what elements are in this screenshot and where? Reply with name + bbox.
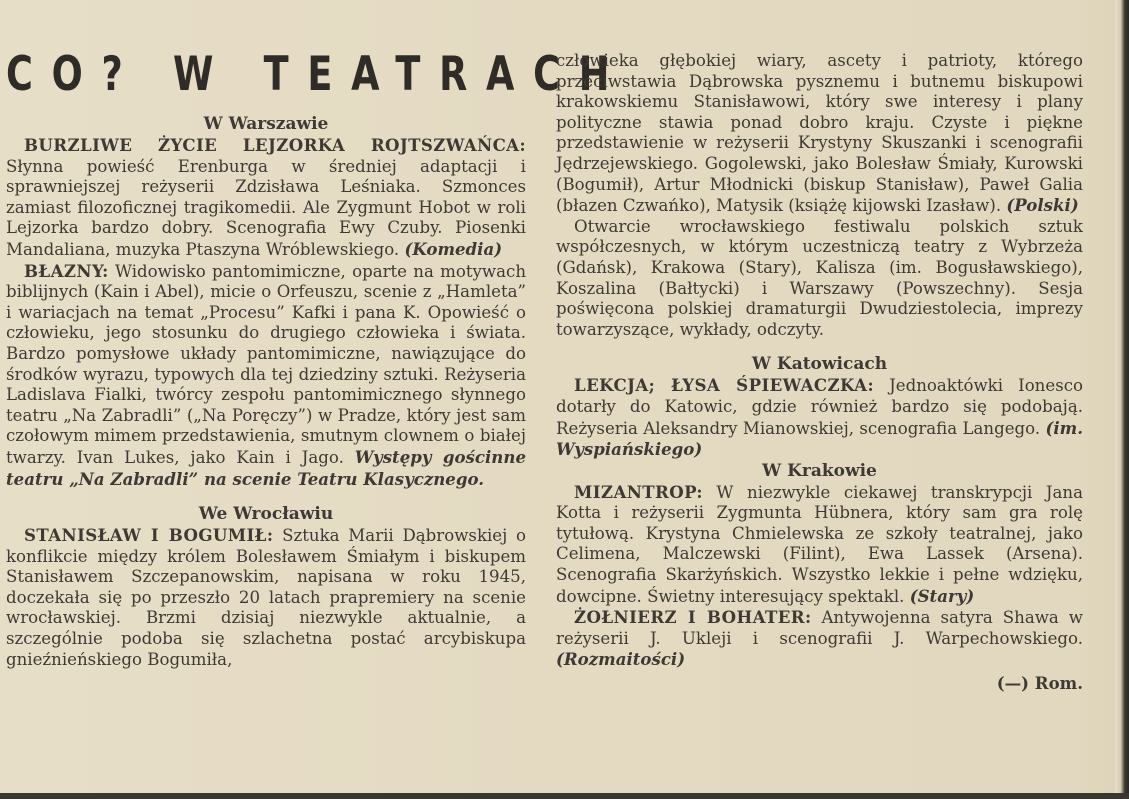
review-body: W niezwykle ciekawej transkrypcji Jana Kotta i reżyserii Zygmunta Hübnera, który sam gra rolę tytułową. Krystyna Chmielewska ze szkoły teatralnej, jako Celimena, Malczewski (Filint), Ewa Lassek (Arsena). Scenografia Skarżyńskich. Wszystko lekkie i pełne wdzięku, dowcipne. Świetny interesujący spektakl.: [556, 482, 1083, 606]
right-column: [556, 51, 1083, 710]
city-heading-warsaw: W Warszawie: [203, 114, 329, 134]
festival-body: Otwarcie wrocławskiego festiwalu polskich sztuk współczesnych, w którym uczestniczą teatry z Wybrzeża (Gdańsk), Krakowa (Stary), Kalisza (im. Bogusławskiego), Koszalina (Bałtycki) i Warszawy (Powszechny). Sesja poświęcona polskiej dramaturgii Dwudziestolecia, imprezy towarzyszące, wykłady, odczyty.: [556, 216, 1083, 339]
festival-note: [556, 217, 1083, 341]
page-fold-edge: [1115, 0, 1129, 799]
review-body: Jednoaktówki Ionesco dotarły do Katowic, gdzie również bardzo się podobają. Reżyseria Aleksandry Mianowskiej, scenografia Langego.: [556, 376, 1083, 438]
review-body: Słynna powieść Erenburga w średniej adaptacji i sprawniejszej reżyserii Zdzisława Leśniaka. Szmonces zamiast filozoficznej tragikomedii. Ale Zygmunt Hobot w roli Lejzorka bardzo dobry. Scenografia Ewy Czuby. Piosenki Mandaliana, muzyka Ptaszyna Wróblewskiego.: [6, 156, 526, 259]
city-heading-wroclaw: We Wrocławiu: [198, 504, 334, 525]
venue-label: (Komedia): [404, 238, 503, 259]
play-title: BŁAZNY:: [24, 260, 109, 281]
review-body: Antywojenna satyra Shawa w reżyserii J. Ukleji i scenografii J. Warpechowskiego.: [556, 608, 1083, 648]
review-body: człowieka głębokiej wiary, ascety i patrioty, którego przeciwstawia Dąbrowska pysznemu i butnemu biskupowi krakowskiemu Stanisławowi, który swe interesy i plany polityczne stawia ponad dobro kraju. Czyste i piękne przedstawienie w reżyserii Krystyny Skuszanki i scenografii Jędrzejewskiego. Gogolewski, jako Bolesław Śmiały, Kurowski (Bogumił), Artur Młodnicki (biskup Stanisław), Paweł Galia (błazen Czwańko), Matysik (książę kijowski Izasław).: [556, 51, 1083, 216]
review-entry-lejzorek: [6, 135, 526, 261]
review-entry-mizantrop: [556, 482, 1083, 608]
play-title: STANISŁAW I BOGUMIŁ:: [24, 525, 274, 546]
play-title: BURZLIWE ŻYCIE LEJZORKA ROJTSZWAŃCA:: [24, 135, 526, 155]
bottom-border: [0, 793, 1129, 799]
play-title: MIZANTROP:: [574, 481, 703, 502]
review-entry-blazny: [6, 261, 526, 491]
review-continuation: [556, 51, 1083, 217]
venue-label: (Rozmaitości): [556, 649, 686, 670]
venue-label: Występy gościnne teatru „Na Zabradli” na scenie Teatru Klasycznego.: [6, 446, 526, 489]
city-heading-katowice: W Katowicach: [751, 354, 888, 375]
author-signature: (—) Rom.: [996, 673, 1083, 694]
venue-label: (im. Wyspiańskiego): [556, 417, 1083, 460]
review-entry-zolnierz: [556, 607, 1083, 671]
play-title: ŻOŁNIERZ I BOHATER:: [574, 607, 812, 628]
play-title: LEKCJA; ŁYSA ŚPIEWACZKA:: [574, 375, 874, 396]
review-entry-stanislaw: [6, 525, 526, 670]
venue-label: (Polski): [1006, 195, 1079, 216]
city-heading-krakow: W Krakowie: [762, 460, 877, 481]
review-body: Widowisko pantomimiczne, oparte na motywach biblijnych (Kain i Abel), micie o Orfeuszu, scenie z „Hamleta” i wariacjach na temat „Procesu” Kafki i pana K. Opowieść o człowieku, jego stosunku do drugiego człowieka i świata. Bardzo pomysłowe układy pantomimiczne, nawiązujące do środków wyrazu, typowych dla tej dziedziny sztuki. Reżyseria Ladislava Fialki, twórcy zespołu pantomimicznego słynnego teatru „Na Zabradli” („Na Poręczy”) w Pradze, który jest sam czołowym mimem przedstawienia, smutnym clownem o białej twarzy. Ivan Lukes, jako Kain i Jago.: [6, 261, 527, 467]
review-entry-lekcja: [556, 375, 1083, 460]
venue-label: (Stary): [909, 585, 975, 606]
page-title: CO? W TEATRACH: [6, 47, 629, 102]
review-body: Sztuka Marii Dąbrowskiej o konflikcie między królem Bolesławem Śmiałym i biskupem Stanisławem Szczepanowskim, napisana w roku 1945, doczekała się po przeszło 20 latach prapremiery na scenie wrocławskiej. Brzmi dzisiaj niezwykle aktualnie, a szczególnie podoba się szlachetna postać arcybiskupa gnieźnieńskiego Bogumiła,: [6, 526, 527, 669]
